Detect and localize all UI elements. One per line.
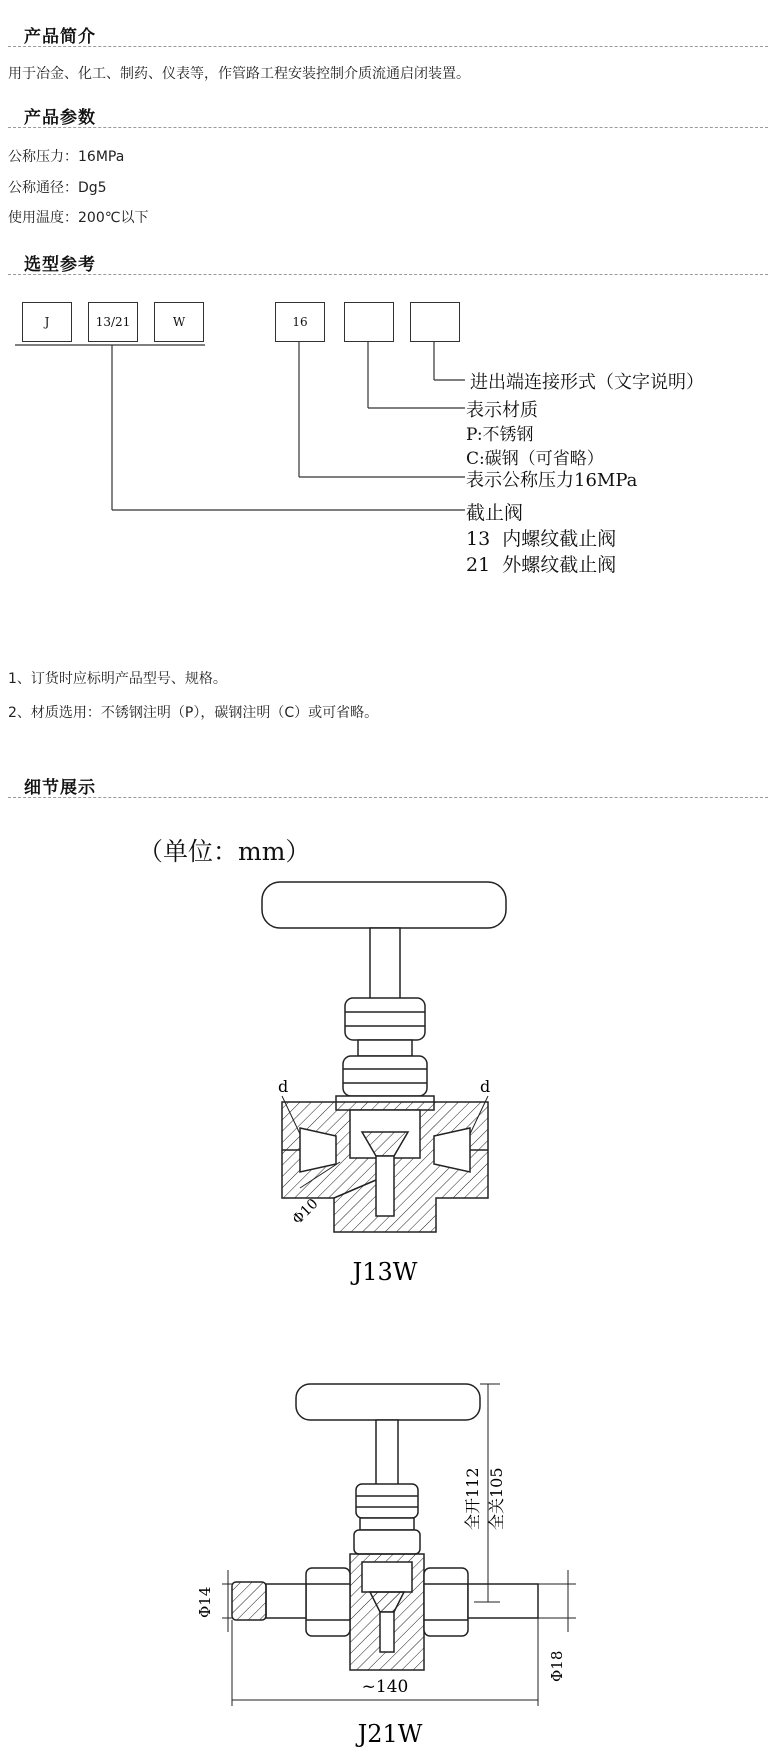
param-pressure: 公称压力：16MPa [8,149,125,165]
note-1: 1、订货时应标明产品型号、规格。 [8,671,227,687]
section-divider [8,46,768,47]
code-box-series: J [22,302,72,342]
code-box-connection [410,302,460,342]
j21w-drawing [0,1370,776,1750]
label-material: 表示材质 [466,400,538,421]
code-box-type: 13/21 [88,302,138,342]
length-140: ~140 [361,1677,409,1697]
section-title-params: 产品参数 [24,108,96,128]
param-temperature: 使用温度：200℃以下 [8,210,149,226]
closed-height-dimension: 全关105 [487,1467,506,1530]
code-box-material [344,302,394,342]
open-height-dimension: 全开112 [463,1467,482,1530]
section-title-detail: 细节展示 [24,778,96,798]
intro-text: 用于冶金、化工、制药、仪表等，作管路工程安装控制介质流通启闭装置。 [8,66,470,82]
label-material-c: C:碳钢（可省略） [466,449,604,469]
bore-dimension: Φ10 [289,1195,322,1228]
diameter-18: Φ18 [548,1650,566,1682]
port-label-left: d [278,1077,289,1096]
unit-label: （单位：mm） [138,837,311,866]
label-material-p: P:不锈钢 [466,425,534,445]
label-connection: 进出端连接形式（文字说明） [470,372,704,393]
section-divider [8,274,768,275]
section-title-selection: 选型参考 [24,255,96,275]
fig2-caption: J21W [357,1720,423,1748]
section-divider [8,797,768,798]
j13w-drawing [0,870,776,1330]
code-box-seal: W [154,302,204,342]
label-type-21: 21 外螺纹截止阀 [466,554,617,576]
code-box-pressure: 16 [275,302,325,342]
section-title-intro: 产品简介 [24,27,96,47]
note-2: 2、材质选用：不锈钢注明（P），碳钢注明（C）或可省略。 [8,705,379,721]
label-pressure: 表示公称压力16MPa [466,470,638,491]
selection-diagram [0,290,776,590]
label-type-13: 13 内螺纹截止阀 [466,528,617,550]
fig1-caption: J13W [352,1258,418,1286]
param-diameter: 公称通径：Dg5 [8,180,107,196]
label-valve-type: 截止阀 [466,502,524,524]
port-label-right: d [480,1077,491,1096]
section-divider [8,127,768,128]
diameter-14: Φ14 [196,1586,214,1618]
